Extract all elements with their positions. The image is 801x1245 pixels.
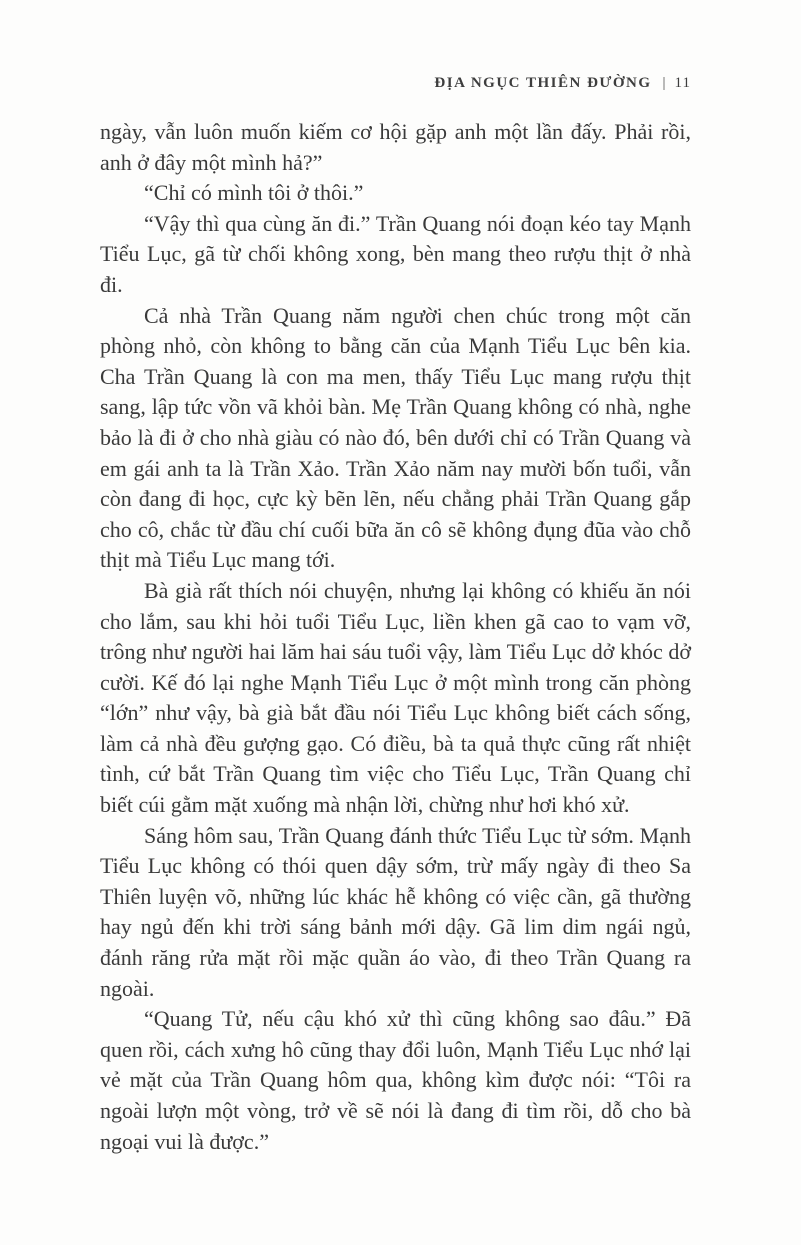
paragraph: “Chỉ có mình tôi ở thôi.”	[144, 180, 364, 206]
running-header-title: ĐỊA NGỤC THIÊN ĐƯỜNG	[434, 75, 652, 91]
running-header	[100, 75, 691, 92]
paragraph: “Quang Tử, nếu cậu khó xử thì cũng không sao đâu.” Đã quen rồi, cách xưng hô cũng thay đổi luôn, Mạnh Tiểu Lục nhớ lại vẻ mặt của Trần Quang hôm qua, không kìm được nói: “Tôi ra ngoài lượn một vòng, trở về sẽ nói là đang đi tìm rồi, dỗ cho bà ngoại vui là được.”	[100, 1006, 691, 1154]
paragraph: Cả nhà Trần Quang năm người chen chúc trong một căn phòng nhỏ, còn không to bằng căn của Mạnh Tiểu Lục bên kia. Cha Trần Quang là con ma men, thấy Tiểu Lục mang rượu thịt sang, lập tức vồn vã khỏi bàn. Mẹ Trần Quang không có nhà, nghe bảo là đi ở cho nhà giàu có nào đó, bên dưới chỉ có Trần Quang và em gái anh ta là Trần Xảo. Trần Xảo năm nay mười bốn tuổi, vẫn còn đang đi học, cực kỳ bẽn lẽn, nếu chẳng phải Trần Quang gắp cho cô, chắc từ đầu chí cuối bữa ăn cô sẽ không đụng đũa vào chỗ thịt mà Tiểu Lục mang tới.	[100, 302, 691, 573]
header-separator: |	[662, 75, 666, 91]
body-text	[100, 117, 691, 1157]
page-number: 11	[674, 75, 691, 91]
paragraph: Sáng hôm sau, Trần Quang đánh thức Tiểu Lục từ sớm. Mạnh Tiểu Lục không có thói quen dậy sớm, trừ mấy ngày đi theo Sa Thiên luyện võ, những lúc khác hễ không có việc cần, gã thường hay ngủ đến khi trời sáng bảnh mới dậy. Gã lim dim ngái ngủ, đánh răng rửa mặt rồi mặc quần áo vào, đi theo Trần Quang ra ngoài.	[100, 822, 691, 1001]
paragraph: “Vậy thì qua cùng ăn đi.” Trần Quang nói đoạn kéo tay Mạnh Tiểu Lục, gã từ chối không xong, bèn mang theo rượu thịt ở nhà đi.	[100, 210, 691, 297]
paragraph-continuation: ngày, vẫn luôn muốn kiếm cơ hội gặp anh một lần đấy. Phải rồi, anh ở đây một mình hả?”	[100, 119, 691, 175]
paragraph: Bà già rất thích nói chuyện, nhưng lại không có khiếu ăn nói cho lắm, sau khi hỏi tuổi Tiểu Lục, liền khen gã cao to vạm vỡ, trông như người hai lăm hai sáu tuổi vậy, làm Tiểu Lục dở khóc dở cười. Kế đó lại nghe Mạnh Tiểu Lục ở một mình trong căn phòng “lớn” như vậy, bà già bắt đầu nói Tiểu Lục không biết cách sống, làm cả nhà đều gượng gạo. Có điều, bà ta quả thực cũng rất nhiệt tình, cứ bắt Trần Quang tìm việc cho Tiểu Lục, Trần Quang chỉ biết cúi gằm mặt xuống mà nhận lời, chừng như hơi khó xử.	[100, 577, 691, 818]
